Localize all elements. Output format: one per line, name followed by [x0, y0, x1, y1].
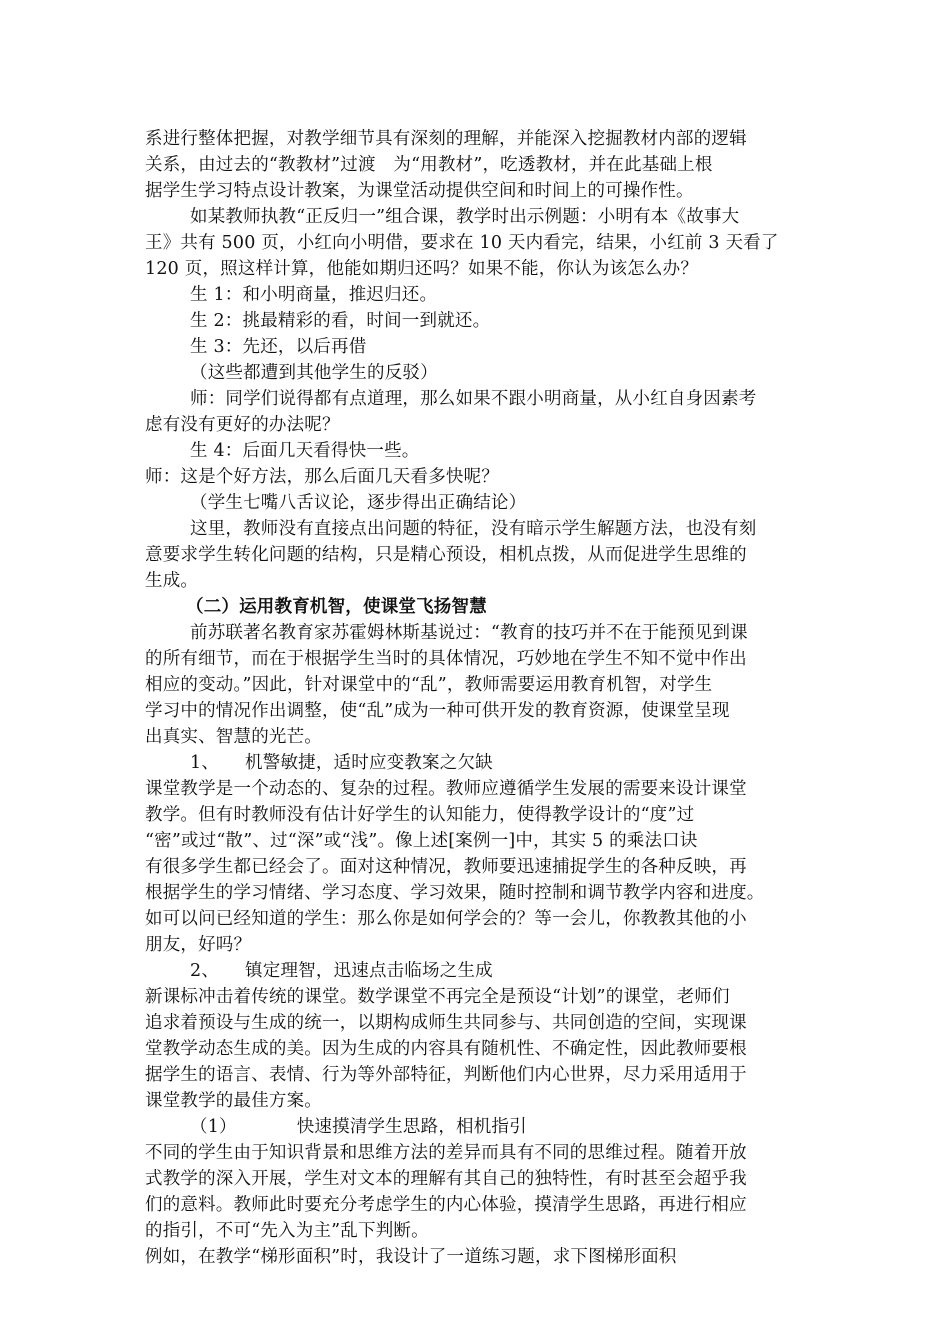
paragraph-line: 的指引，不可“先入为主”乱下判断。 — [145, 1221, 429, 1241]
paragraph-line: 教学。但有时教师没有估计好学生的认知能力，使得教学设计的“度”过 — [145, 805, 695, 825]
paragraph-line: 前苏联著名教育家苏霍姆林斯基说过：“教育的技巧并不在于能预见到课 — [190, 623, 748, 643]
subheading-text: 镇定理智，迅速点击临场之生成 — [245, 961, 493, 981]
paragraph-line: “密”或过“散”、过“深”或“浅”。像上述[案例一]中，其实 5 的乘法口诀 — [145, 831, 698, 851]
paragraph-line: 新课标冲击着传统的课堂。数学课堂不再完全是预设“计划”的课堂，老师们 — [145, 987, 730, 1007]
paragraph-line: 王》共有 500 页，小红向小明借，要求在 10 天内看完，结果，小红前 3 天看了 — [145, 233, 779, 253]
paragraph-line: 追求着预设与生成的统一，以期构成师生共同参与、共同创造的空间，实现课 — [145, 1013, 747, 1033]
paragraph-line: 式教学的深入开展，学生对文本的理解有其自己的独特性，有时甚至会超乎我 — [145, 1169, 747, 1189]
paragraph-line: 例如，在教学“梯形面积”时，我设计了一道练习题，求下图梯形面积 — [145, 1247, 677, 1267]
subheading-text: 机警敏捷，适时应变教案之欠缺 — [245, 753, 493, 773]
list-marker: 1、 — [190, 753, 220, 773]
dialogue-line: 虑有没有更好的办法呢？ — [145, 415, 340, 435]
dialogue-line: 生 1：和小明商量，推迟归还。 — [190, 285, 438, 305]
paragraph-line: 根据学生的学习情绪、学习态度、学习效果，随时控制和调节教学内容和进度。 — [145, 883, 765, 903]
paragraph-line: 们的意料。教师此时要充分考虑学生的内心体验，摸清学生思路，再进行相应 — [145, 1195, 747, 1215]
paragraph-line: 系进行整体把握，对教学细节具有深刻的理解，并能深入挖掘教材内部的逻辑 — [145, 129, 747, 149]
list-marker: （1） — [190, 1117, 237, 1137]
subheading-3 — [190, 1114, 527, 1140]
paragraph-line: 不同的学生由于知识背景和思维方法的差异而具有不同的思维过程。随着开放 — [145, 1143, 747, 1163]
paragraph-line: 的所有细节，而在于根据学生当时的具体情况，巧妙地在学生不知不觉中作出 — [145, 649, 747, 669]
dialogue-line: 师：这是个好方法，那么后面几天看多快呢？ — [145, 467, 499, 487]
paragraph-line: 相应的变动。”因此，针对课堂中的“乱”，教师需要运用教育机智，对学生 — [145, 675, 713, 695]
dialogue-line: 生 4：后面几天看得快一些。 — [190, 441, 420, 461]
paragraph-line: 课堂教学的最佳方案。 — [145, 1091, 322, 1111]
paragraph-line: 据学生的语言、表情、行为等外部特征，判断他们内心世界，尽力采用适用于 — [145, 1065, 747, 1085]
paragraph-line: 朋友，好吗？ — [145, 935, 252, 955]
paragraph-line: 如某教师执教“正反归一”组合课，教学时出示例题：小明有本《故事大 — [190, 207, 740, 227]
paragraph-line: 意要求学生转化问题的结构，只是精心预设，相机点拨，从而促进学生思维的 — [145, 545, 747, 565]
paragraph-line: 课堂教学是一个动态的、复杂的过程。教师应遵循学生发展的需要来设计课堂 — [145, 779, 747, 799]
dialogue-line: 生 3：先还，以后再借 — [190, 337, 367, 357]
paragraph-line: 出真实、智慧的光芒。 — [145, 727, 322, 747]
paragraph-line: 学习中的情况作出调整，使“乱”成为一种可供开发的教育资源，使课堂呈现 — [145, 701, 730, 721]
paragraph-line: 这里，教师没有直接点出问题的特征，没有暗示学生解题方法，也没有刻 — [190, 519, 757, 539]
subheading-2 — [190, 958, 493, 984]
dialogue-line: （学生七嘴八舌议论，逐步得出正确结论） — [190, 493, 527, 513]
section-heading: （二）运用教育机智，使课堂飞扬智慧 — [186, 597, 487, 617]
paragraph-line: 关系，由过去的“教教材”过渡 为“用教材”，吃透教材，并在此基础上根 — [145, 155, 713, 175]
paragraph-line: 120 页，照这样计算，他能如期归还吗？如果不能，你认为该怎么办？ — [145, 259, 699, 279]
dialogue-line: （这些都遭到其他学生的反驳） — [190, 363, 438, 383]
subheading-text: 快速摸清学生思路，相机指引 — [296, 1117, 527, 1137]
dialogue-line: 生 2：挑最精彩的看，时间一到就还。 — [190, 311, 491, 331]
subheading-1 — [190, 750, 493, 776]
list-marker: 2、 — [190, 961, 220, 981]
paragraph-line: 有很多学生都已经会了。面对这种情况，教师要迅速捕捉学生的各种反映，再 — [145, 857, 747, 877]
paragraph-line: 如可以问已经知道的学生：那么你是如何学会的？等一会儿，你教教其他的小 — [145, 909, 747, 929]
paragraph-line: 生成。 — [145, 571, 199, 591]
dialogue-line: 师：同学们说得都有点道理，那么如果不跟小明商量，从小红自身因素考 — [190, 389, 757, 409]
paragraph-line: 堂教学动态生成的美。因为生成的内容具有随机性、不确定性，因此教师要根 — [145, 1039, 747, 1059]
paragraph-line: 据学生学习特点设计教案，为课堂活动提供空间和时间上的可操作性。 — [145, 181, 694, 201]
